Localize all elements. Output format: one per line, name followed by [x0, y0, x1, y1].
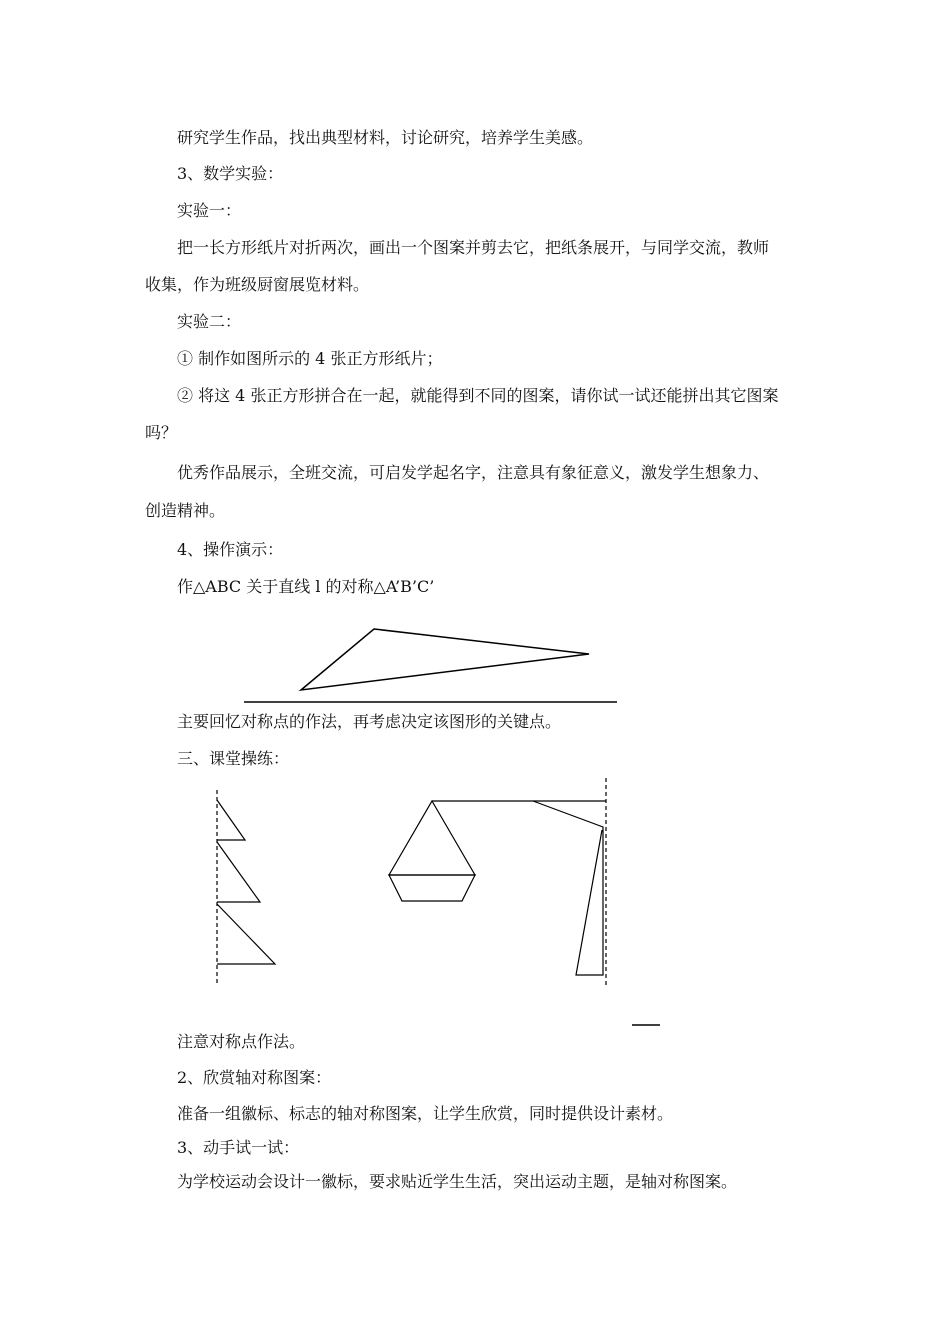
paragraph-line: 准备一组徽标、标志的轴对称图案，让学生欣赏，同时提供设计素材。	[177, 1104, 674, 1123]
slanted-shape	[533, 801, 603, 975]
section-heading: 3、动手试一试：	[177, 1138, 300, 1157]
section-heading: 3、数学实验：	[177, 164, 284, 183]
paragraph-line: 主要回忆对称点的作法，再考虑决定该图形的关键点。	[177, 712, 562, 731]
paragraph-line: 实验二：	[177, 312, 242, 331]
trapezoid-shape	[389, 875, 475, 901]
triangle-shape	[217, 904, 275, 964]
paragraph-line: 作△ABC 关于直线 l 的对称△A’B’C’	[177, 577, 435, 596]
paragraph-line: 收集，作为班级厨窗展览材料。	[145, 275, 370, 294]
paragraph-line: 实验一：	[177, 201, 242, 220]
triangle-shape	[217, 842, 260, 902]
paragraph-line: 吗？	[145, 423, 178, 442]
triangle-shape	[217, 800, 245, 840]
section-heading: 4、操作演示：	[177, 540, 284, 559]
paragraph-line: 把一长方形纸片对折两次，画出一个图案并剪去它，把纸条展开，与同学交流，教师	[177, 238, 770, 257]
paragraph-line: ① 制作如图所示的 4 张正方形纸片；	[177, 349, 443, 368]
kite-shape	[389, 801, 475, 875]
paragraph-line: 注意对称点作法。	[177, 1032, 306, 1051]
paragraph-line: 优秀作品展示，全班交流，可启发学起名字，注意具有象征意义，激发学生想象力、	[177, 463, 770, 482]
paragraph-line: 创造精神。	[145, 501, 226, 520]
paragraph-line: 为学校运动会设计一徽标，要求贴近学生生活，突出运动主题，是轴对称图案。	[177, 1172, 738, 1191]
paragraph-line: ② 将这 4 张正方形拼合在一起，就能得到不同的图案，请你试一试还能拼出其它图案	[177, 386, 779, 405]
section-heading: 三、课堂操练：	[177, 749, 290, 768]
paragraph-line: 研究学生作品，找出典型材料，讨论研究，培养学生美感。	[177, 128, 594, 147]
section-heading: 2、欣赏轴对称图案：	[177, 1068, 332, 1087]
